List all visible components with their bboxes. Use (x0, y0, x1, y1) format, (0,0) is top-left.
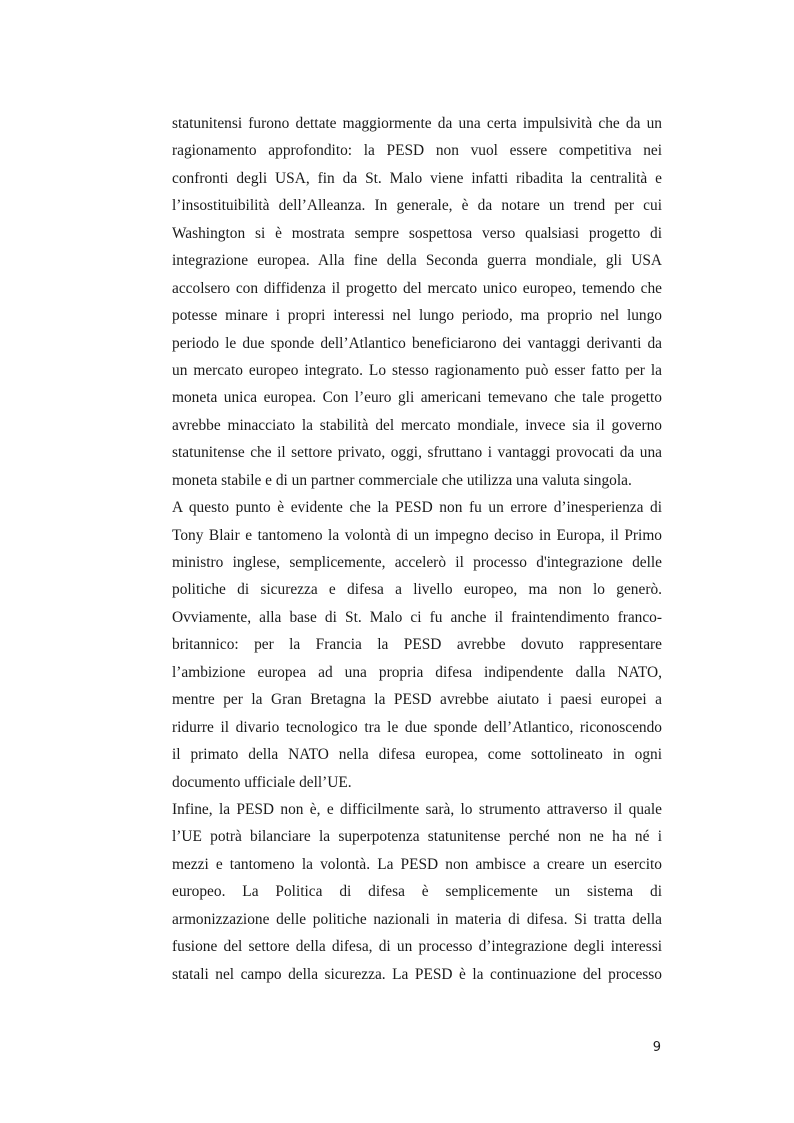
text-line: documento ufficiale dell’UE. (172, 773, 352, 791)
text-line: ragionamento approfondito: la PESD non vuol essere competitiva nei (172, 142, 662, 160)
text-line: britannico: per la Francia la PESD avrebbe dovuto rappresentare (172, 636, 662, 654)
text-line: statunitense che il settore privato, oggi, sfruttano i vantaggi provocati da una (172, 444, 662, 462)
text-line: politiche di sicurezza e difesa a livello europeo, ma non lo generò. (172, 581, 662, 599)
text-line: statunitensi furono dettate maggiormente da una certa impulsività che da un (172, 115, 662, 132)
text-line: potesse minare i propri interessi nel lungo periodo, ma proprio nel lungo (172, 307, 662, 325)
text-line: Washington si è mostrata sempre sospettosa verso qualsiasi progetto di (172, 224, 662, 242)
text-line: mezzi e tantomeno la volontà. La PESD non ambisce a creare un esercito (172, 855, 662, 873)
text-line: accolsero con diffidenza il progetto del mercato unico europeo, temendo che (172, 279, 662, 297)
text-line: Tony Blair e tantomeno la volontà di un impegno deciso in Europa, il Primo (172, 526, 662, 544)
text-line: fusione del settore della difesa, di un processo d’integrazione degli interessi (172, 938, 662, 956)
text-line: ministro inglese, semplicemente, accelerò il processo d'integrazione delle (172, 554, 662, 571)
text-line: armonizzazione delle politiche nazionali in materia di difesa. Si tratta della (172, 910, 662, 928)
text-line: l’UE potrà bilanciare la superpotenza statunitense perché non ne ha né i (172, 828, 662, 846)
text-line: avrebbe minacciato la stabilità del mercato mondiale, invece sia il governo (172, 416, 662, 434)
text-line: confronti degli USA, fin da St. Malo viene infatti ribadita la centralità e (172, 169, 662, 187)
text-line: statali nel campo della sicurezza. La PESD è la continuazione del processo (172, 965, 662, 983)
text-line: integrazione europea. Alla fine della Seconda guerra mondiale, gli USA (172, 252, 662, 270)
text-line: l’insostituibilità dell’Alleanza. In generale, è da notare un trend per cui (172, 197, 662, 215)
text-line: mentre per la Gran Bretagna la PESD avrebbe aiutato i paesi europei a (172, 691, 662, 709)
text-line: Infine, la PESD non è, e difficilmente sarà, lo strumento attraverso il quale (172, 800, 662, 818)
text-line: l’ambizione europea ad una propria difesa indipendente dalla NATO, (172, 663, 662, 681)
text-line: Ovviamente, alla base di St. Malo ci fu anche il fraintendimento franco- (172, 608, 662, 626)
text-line: moneta stabile e di un partner commerciale che utilizza una valuta singola. (172, 471, 632, 489)
text-line: ridurre il divario tecnologico tra le due sponde dell’Atlantico, riconoscendo (172, 718, 662, 736)
text-line: europeo. La Politica di difesa è semplicemente un sistema di (172, 883, 662, 901)
text-line: moneta unica europea. Con l’euro gli americani temevano che tale progetto (172, 389, 662, 407)
text-line: periodo le due sponde dell’Atlantico beneficiarono dei vantaggi derivanti da (172, 334, 662, 352)
page-number: 9 (652, 1040, 661, 1055)
text-line: il primato della NATO nella difesa europea, come sottolineato in ogni (172, 746, 662, 764)
body-text (172, 110, 662, 988)
text-line: A questo punto è evidente che la PESD non fu un errore d’inesperienza di (172, 499, 662, 517)
text-line: un mercato europeo integrato. Lo stesso ragionamento può esser fatto per la (172, 361, 662, 379)
